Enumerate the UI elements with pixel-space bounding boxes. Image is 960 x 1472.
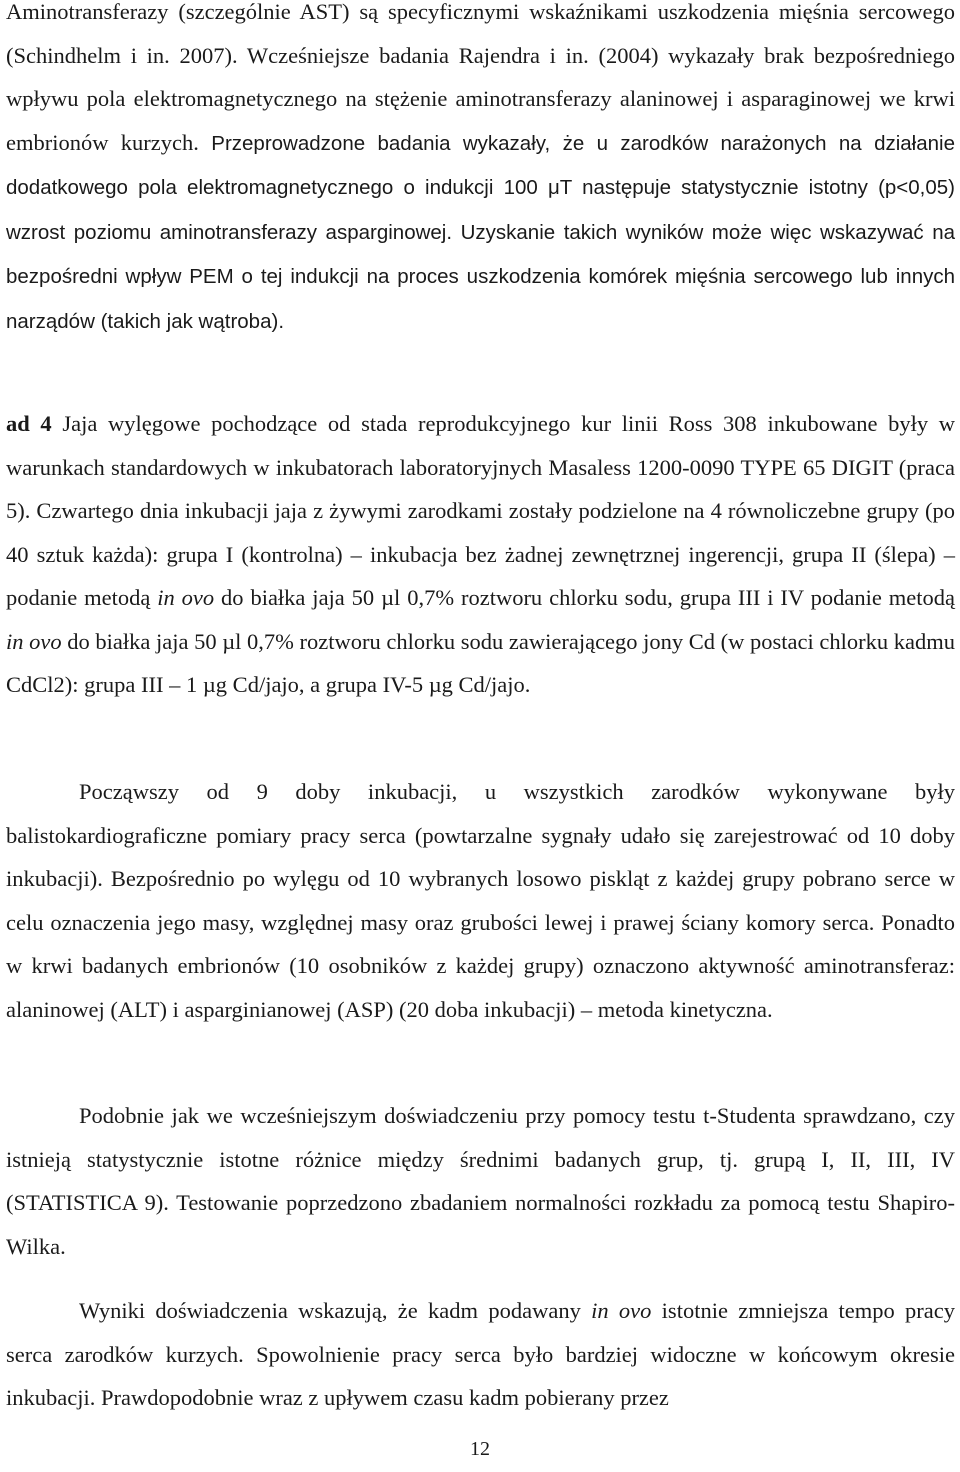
italic-term: in ovo	[591, 1298, 652, 1323]
italic-term: in ovo	[157, 585, 215, 610]
paragraph-text: Aminotransferazy (szczególnie AST) są specyficznymi wskaźnikami uszkodzenia mięśnia sercowego (Schindhelm i in. 2007). Wcześniejsze badania Rajendra i in. (2004) wykazały brak bezpośredniego wpływu pola elektromagnetycznego na stężenie aminotransferazy alaninowej i asparaginowej we krwi embrionów kurzych.	[6, 0, 955, 155]
section-label: ad 4	[6, 411, 52, 436]
italic-term: in ovo	[6, 628, 62, 654]
paragraph-text: Podobnie jak we wcześniejszym doświadczeniu przy pomocy testu t-Studenta sprawdzano, czy istnieją statystycznie istotne różnice między średnimi badanych grup, tj. grupą I, II, III, IV (STATISTICA 9). Testowanie poprzedzono zbadaniem normalności rozkładu za pomocą testu Shapiro-Wilka.	[6, 1103, 955, 1259]
paragraph-results	[6, 1289, 955, 1420]
paragraph-text: do białka jaja 50 µl 0,7% roztworu chlorku sodu, grupa III i IV podanie metodą	[214, 585, 955, 610]
paragraph-text: Począwszy od 9 doby inkubacji, u wszystkich zarodków wykonywane były balistokardiograficzne pomiary pracy serca (powtarzalne sygnały udało się zarejestrować od 10 doby inkubacji). Bezpośrednio po wylęgu od 10 wybranych losowo piskląt z każdej grupy pobrano serce w celu oznaczenia jego masy, względnej masy oraz grubości lewej i prawej ściany komory serca. Ponadto w krwi badanych embrionów (10 osobników z każdej grupy) oznaczono aktywność aminotransferaz: alaninowej (ALT) i asparginianowej (ASP) (20 doba inkubacji) – metoda kinetyczna.	[6, 779, 955, 1022]
paragraph-text: istotnie zmniejsza tempo pracy serca zarodków kurzych. Spowolnienie pracy serca było bardziej widoczne w końcowym okresie inkubacji. Prawdopodobnie wraz z upływem czasu kadm pobierany przez	[6, 1298, 955, 1410]
paragraph-aminotransferases	[6, 0, 955, 343]
paragraph-text: Przeprowadzone badania wykazały, że u zarodków narażonych na działanie dodatkowego pola elektromagnetycznego o indukcji 100 μT następuje statystycznie istotny (p<0,05) wzrost poziomu aminotransferazy asparginowej.	[6, 131, 955, 244]
paragraph-ad4-methods	[6, 402, 955, 707]
paragraph-text: do białka jaja 50 µl 0,7% roztworu chlorku sodu zawierającego jony Cd (w postaci chlorku kadmu CdCl2): grupa III – 1 µg Cd/jajo, a grupa IV-5 µg Cd/jajo.	[6, 628, 955, 697]
paragraph-statistics	[6, 1094, 955, 1268]
page-number: 12	[470, 1438, 490, 1460]
paragraph-text: Uzyskanie takich wyników może więc wskazywać na bezpośredni wpływ PEM o tej indukcji na proces uszkodzenia komórek mięśnia sercowego lub innych narządów (takich jak wątroba).	[6, 220, 955, 333]
paragraph-text: Jaja wylęgowe pochodzące od stada reprodukcyjnego kur linii Ross 308 inkubowane były w warunkach standardowych w inkubatorach laboratoryjnych Masaless 1200-0090 TYPE 65 DIGIT (praca 5). Czwartego dnia inkubacji jaja z żywymi zarodkami zostały podzielone na 4 równoliczebne grupy (po 40 sztuk każda): grupa I (kontrolna) – inkubacja bez żadnej zewnętrznej ingerencji, grupa II (ślepa) – podanie metodą	[6, 411, 955, 610]
paragraph-text: Wyniki doświadczenia wskazują, że kadm podawany	[79, 1298, 592, 1323]
paragraph-measurements	[6, 770, 955, 1031]
